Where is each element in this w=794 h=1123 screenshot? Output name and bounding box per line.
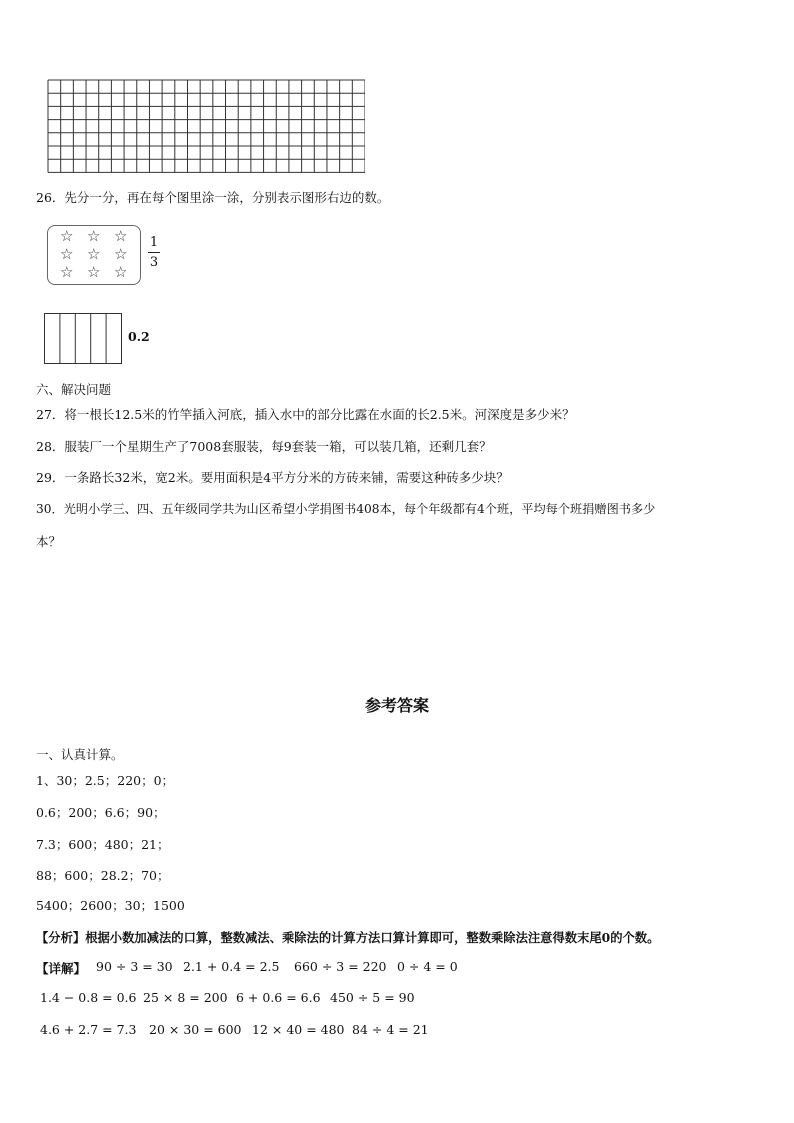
- detail-equation: 2.1 + 0.4 = 2.5: [183, 959, 280, 974]
- question-27: 27．将一根长12.5米的竹竿插入河底，插入水中的部分比露在水面的长2.5米。河深度是多少米？: [36, 407, 575, 422]
- answers-section-1: 一、认真计算。: [36, 747, 124, 762]
- detail-equation: 0 ÷ 4 = 0: [397, 959, 458, 974]
- star-icon: ☆: [114, 227, 128, 245]
- section-6-heading: 六、解决问题: [36, 382, 112, 397]
- detail-equation: 4.6 + 2.7 = 7.3: [40, 1022, 137, 1037]
- star-icon: ☆: [87, 263, 101, 281]
- detail-label: 【详解】: [36, 961, 87, 976]
- detail-equation: 450 ÷ 5 = 90: [330, 990, 415, 1005]
- star-icon: ☆: [114, 263, 128, 281]
- strip-label: 0.2: [128, 329, 150, 344]
- square-grid: [47, 79, 365, 173]
- detail-equation: 660 ÷ 3 = 220: [294, 959, 387, 974]
- fraction-numerator: 1: [149, 235, 159, 250]
- answer-line: 88；600；28.2；70；: [36, 868, 170, 883]
- detail-equation: 6 + 0.6 = 6.6: [236, 990, 321, 1005]
- answer-line: 5400；2600；30；1500: [36, 898, 185, 913]
- five-part-strip: [44, 313, 124, 365]
- detail-equation: 1.4 − 0.8 = 0.6: [40, 990, 137, 1005]
- fraction-denominator: 3: [149, 255, 159, 270]
- question-30-line-2: 本？: [36, 534, 62, 549]
- fraction-one-third: [148, 235, 160, 270]
- fraction-bar: [148, 252, 160, 253]
- star-icon: ☆: [60, 227, 74, 245]
- question-28: 28．服装厂一个星期生产了7008套服装，每9套装一箱，可以装几箱，还剩几套？: [36, 439, 492, 454]
- answers-title: 参考答案: [364, 696, 429, 715]
- question-26: 26．先分一分，再在每个图里涂一涂，分别表示图形右边的数。: [36, 190, 390, 205]
- star-icon: ☆: [60, 263, 74, 281]
- detail-equation: 84 ÷ 4 = 21: [352, 1022, 429, 1037]
- answer-line: 7.3；600；480；21；: [36, 837, 170, 852]
- detail-equation: 25 × 8 = 200: [143, 990, 228, 1005]
- answer-line: 1、30；2.5；220；0；: [36, 773, 175, 788]
- detail-equation: 12 × 40 = 480: [252, 1022, 345, 1037]
- star-group-box: [47, 225, 141, 285]
- analysis-text: 【分析】根据小数加减法的口算，整数减法、乘除法的计算方法口算计算即可，整数乘除法注意得数末尾0的个数。: [36, 930, 660, 945]
- star-icon: ☆: [87, 245, 101, 263]
- star-icon: ☆: [114, 245, 128, 263]
- star-icon: ☆: [60, 245, 74, 263]
- detail-equation: 20 × 30 = 600: [149, 1022, 242, 1037]
- question-30-line-1: 30．光明小学三、四、五年级同学共为山区希望小学捐图书408本，每个年级都有4个班，平均每个班捐赠图书多少: [36, 502, 656, 516]
- question-29: 29．一条路长32米，宽2米。要用面积是4平方分米的方砖来铺，需要这种砖多少块？: [36, 470, 509, 485]
- star-icon: ☆: [87, 227, 101, 245]
- answer-line: 0.6；200；6.6；90；: [36, 805, 166, 820]
- detail-equation: 90 ÷ 3 = 30: [96, 959, 173, 974]
